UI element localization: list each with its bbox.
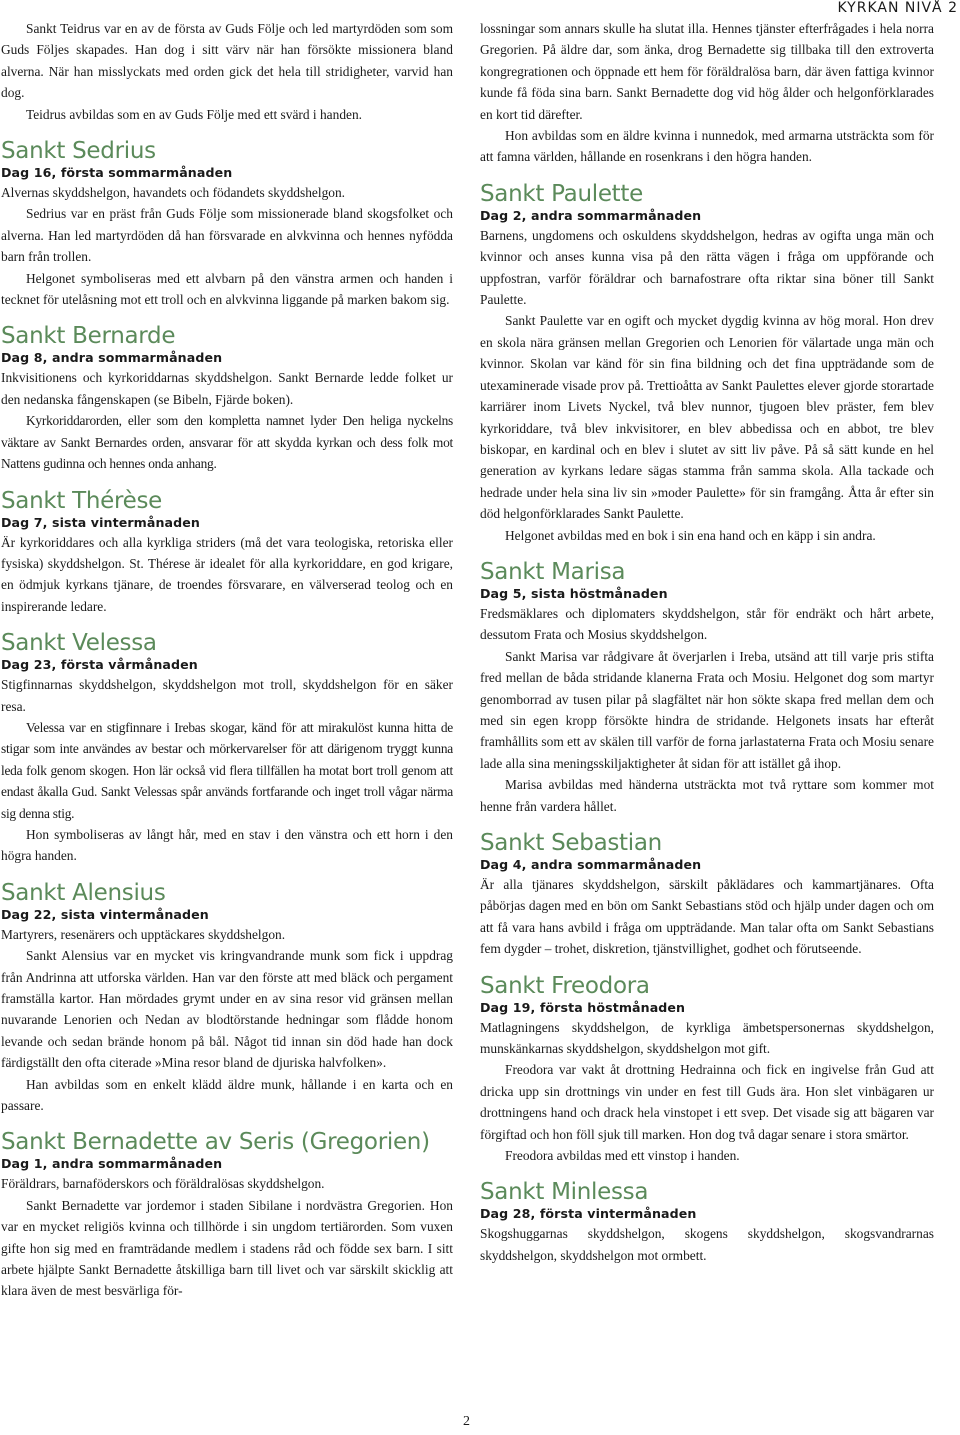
saint-paragraph: Fredsmäklares och diplomaters skyddshelgon, står för endräkt och hårt arbete, dessutom Frata och Mosius skyddshelgon. (480, 605, 934, 643)
saint-heading: Sankt Thérèse (1, 487, 163, 514)
feast-day: Dag 1, andra sommarmånaden (1, 1156, 223, 1172)
right-column (480, 18, 934, 1266)
saint-paragraph: Velessa var en stigfinnare i Irebas skogar, känd för att mirakulöst kunna hitta de stigar som inte användes av bestar och mörkervarelser för att därigenom tryggt kunna leda folk genom skogen. Hon lär också vid flera tillfällen ha motat bort troll genom att endast åkalla Gud. Sankt Velessas spår används fortfarande och inget troll vågar närma sig denna stig. (1, 719, 453, 821)
saint-paragraph: Barnens, ungdomens och oskuldens skyddshelgon, hedras av ogifta unga män och kvinnor och anses kunna visa på den rätta vägen i fråga om uppförande och uppfostran, varför föräldrar och barnafostrare ofta riktar sina böner till Sankt Paulette. (480, 227, 934, 308)
feast-day: Dag 4, andra sommarmånaden (480, 857, 702, 872)
feast-day: Dag 2, andra sommarmånaden (480, 207, 702, 223)
saint-paragraph: Sedrius var en präst från Guds Följe som missionerade bland skogsfolket och alverna. Han led martyrdöden då han försvarade en alvkvinna och hennes nyfödda barn från trollen. (1, 206, 453, 265)
saint-paragraph: Marisa avbildas med händerna utsträckta mot två ryttare som kommer mot henne från vardera hållet. (480, 777, 934, 814)
saint-paragraph: Skogshuggarnas skyddshelgon, skogens skyddshelgon, skogsvandrarnas skyddshelgon, skyddshelgon mot ormbett. (480, 1226, 934, 1263)
saint-paragraph: Sankt Bernadette var jordemor i staden Sibilane i nordvästra Gregorien. Hon var en mycket religiös kvinna och tillhörde i sin ungdom tertiärorden. Som vuxen gifte hon sig med en framträdande medlem i stadens råd och födde sex barn. I sitt arbete hjälpte Sankt Bernadette åtskilliga barn till livet och var särskilt skicklig att klara även de mest besvärliga för- (1, 1197, 453, 1299)
saint-paragraph: Helgonet symboliseras med ett alvbarn på den vänstra armen och handen i tecknet för utelåsning mot ett troll och en alvkvinna liggande på marken bakom sig. (1, 270, 453, 308)
saint-paragraph: Freodora var vakt åt drottning Hedrainna och fick en ingivelse från Gud att dricka upp sin drottnings vin under en fest till Guds ära. Hon slet vinbägaren ur drottningens hand och drack hela vinstopet i ett svep. Det visade sig att bägaren var förgiftad och hon föll sjuk till marken. Hon dog två dagar senare i stora smärtor. (480, 1062, 934, 1142)
intro-paragraph: Sankt Teidrus var en av de första av Guds Följe och led martyrdöden som som Guds Följes skapades. Han dog i sitt värv när han försökte missionera bland alverna. När han misslyckats med orden gick det hela till stridigheter, varvid han dog. (1, 21, 453, 101)
saint-paragraph: Sankt Marisa var rådgivare åt överjarlen i Ireba, utsänd att till varje pris stifta fred mellan de båda stridande klanerna Frata och Mosiu. Helgonet dog som martyr genomborrad av tusen pilar på slagfältet när hon sökte skapa fred mellan dem och med sin egen kropp försökte hindra de stridande. Helgonets insats har efteråt framhållits som ett av skälen till varför de forna jarlastaterna Frata och Mosiu senare lade alla sina meningsskiljaktigheter åt sidan för att istället gå ihop. (480, 648, 934, 771)
feast-day: Dag 5, sista höstmånaden (480, 585, 668, 601)
section-header: KYRKAN NIVÅ 2 (837, 0, 958, 16)
saint-paragraph: Helgonet avbildas med en bok i sin ena hand och en käpp i sin andra. (505, 527, 876, 543)
saint-heading: Sankt Bernadette av Seris (Gregorien) (1, 1129, 430, 1156)
saint-heading: Sankt Paulette (480, 180, 643, 207)
saint-paragraph: Är alla tjänares skyddshelgon, särskilt påklädares och kammartjänares. Ofta påbörjas dagen med en bön om Sankt Sebastians stöd och hjälp under dagen och om att få vara hans avbild i fråga om uppträdande. Man talar ofta om Sankt Sebastians fem dygder – trohet, diskretion, tjänstvillighet, godhet och förutseende. (480, 877, 934, 957)
saint-paragraph: Matlagningens skyddshelgon, de kyrkliga ämbetspersonernas skyddshelgon, munskänkarnas skyddshelgon, skyddshelgon mot gift. (480, 1019, 934, 1057)
saint-paragraph: Stigfinnarnas skyddshelgon, skyddshelgon mot troll, skyddshelgon för en säker resa. (1, 677, 453, 714)
page-number: 2 (463, 1414, 470, 1429)
saint-paragraph: Kyrkoriddarorden, eller som den kompletta namnet lyder Den heliga nyckelns väktare av Sankt Bernardes orden, ansvarar för att skydda kyrkan och dess folk mot Nattens gudinna och hennes onda anhang. (1, 413, 453, 472)
feast-day: Dag 8, andra sommarmånaden (1, 350, 223, 366)
continuation-paragraph: Hon avbildas som en äldre kvinna i nunnedok, med armarna utsträckta som för att famna världen, hållande en rosenkrans i den högra handen. (480, 128, 934, 165)
saint-paragraph: Martyrers, resenärers och upptäckares skyddshelgon. (1, 926, 286, 942)
feast-day: Dag 22, sista vintermånaden (1, 906, 209, 922)
feast-day: Dag 19, första höstmånaden (480, 999, 686, 1015)
saint-paragraph: Inkvisitionens och kyrkoriddarnas skyddshelgon. Sankt Bernarde ledde folket ur den nedanska fångenskapen (se Bibeln, Fjärde boken). (1, 370, 453, 407)
feast-day: Dag 28, första vintermånaden (480, 1206, 697, 1222)
saint-heading: Sankt Sebastian (480, 830, 662, 856)
saint-heading: Sankt Marisa (480, 558, 626, 585)
saint-paragraph: Alvernas skyddshelgon, havandets och födandets skyddshelgon. (1, 185, 346, 201)
saint-paragraph: Är kyrkoriddares och alla kyrkliga striders (må det vara teologiska, retoriska eller fysiska) skyddshelgon. St. Thérese är idealet för alla kyrkoriddare, en god krigare, en ödmjuk kyrkans tjänare, de troendes försvarare, en välverserad teolog och en inspirerande ledare. (1, 534, 453, 614)
saint-paragraph: Sankt Paulette var en ogift och mycket dygdig kvinna av hög moral. Hon drev en skola nära gränsen mellan Gregorien och Lenorien för välartade unga män och kvinnor. Skolan var känd för sin fina bildning och det fina uppträdande som de utexaminerade visade prov på. Trettioåtta av Sankt Paulettes elever gjorde storartade karriärer inom Livets Nyckel, två blev nunnor, tjugoen blev präster, fem blev kyrkoriddare, två blev inkvisitorer, en blev abbedissa och en abbot, tre blev biskopar, en kardinal och en blev i slutet av sitt liv påve. På så sätt kunde en hel generation av kyrkans ledare sägas stamma från samma skola. Alla tackade och hedrade under hela sina liv sin »moder Paulette» för sin framgång. Åtta år efter sin död helgonförklarades Sankt Paulette. (480, 313, 934, 522)
saint-heading: Sankt Alensius (1, 879, 166, 906)
feast-day: Dag 23, första vårmånaden (1, 657, 198, 673)
saint-paragraph: Sankt Alensius var en mycket vis kringvandrande munk som fick i uppdrag från Andrinna att utforska världen. Han var den förste att med bläck och pergament framställa kartor. Han mördades grymt under en av sina resor vid gränsen mellan nuvarande Lenorien och Nedan av blodtörstande hedningar som flådde honom levande och sedan brände honom på bål. Något tid innan sin död hade han dock färdigställt den ofta citerade »Mina resor bland de djuriska halvfolken». (1, 948, 453, 1071)
saint-paragraph: Freodora avbildas med ett vinstop i handen. (505, 1148, 740, 1164)
saint-heading: Sankt Minlessa (480, 1179, 649, 1206)
saint-paragraph: Han avbildas som en enkelt klädd äldre munk, hållande i en karta och en passare. (1, 1076, 453, 1114)
saint-heading: Sankt Freodora (480, 972, 650, 999)
saint-paragraph: Hon symboliseras av långt hår, med en stav i den vänstra och ett horn i den högra handen. (1, 826, 453, 864)
feast-day: Dag 7, sista vintermånaden (1, 514, 200, 530)
saint-heading: Sankt Velessa (1, 630, 157, 657)
saint-heading: Sankt Sedrius (1, 138, 156, 165)
left-column (1, 18, 453, 1302)
feast-day: Dag 16, första sommarmånaden (1, 165, 233, 181)
intro-paragraph: Teidrus avbildas som en av Guds Följe med ett svärd i handen. (26, 106, 362, 122)
continuation-paragraph: lossningar som annars skulle ha slutat illa. Hennes tjänster efterfrågades i hela norra Gregorien. På äldre dar, som änka, drog Bernadette sig tillbaka till den extroverta kongregrationen och öppnade ett hem för föräldralösa barn, där även fattiga kvinnor kunde få föda sina barn. Sankt Bernadette dog vid hög ålder och helgonförklarades en kort tid därefter. (480, 21, 934, 122)
saint-paragraph: Föräldrars, barnaföderskors och föräldralösas skyddshelgon. (1, 1176, 325, 1192)
saint-heading: Sankt Bernarde (1, 323, 176, 350)
